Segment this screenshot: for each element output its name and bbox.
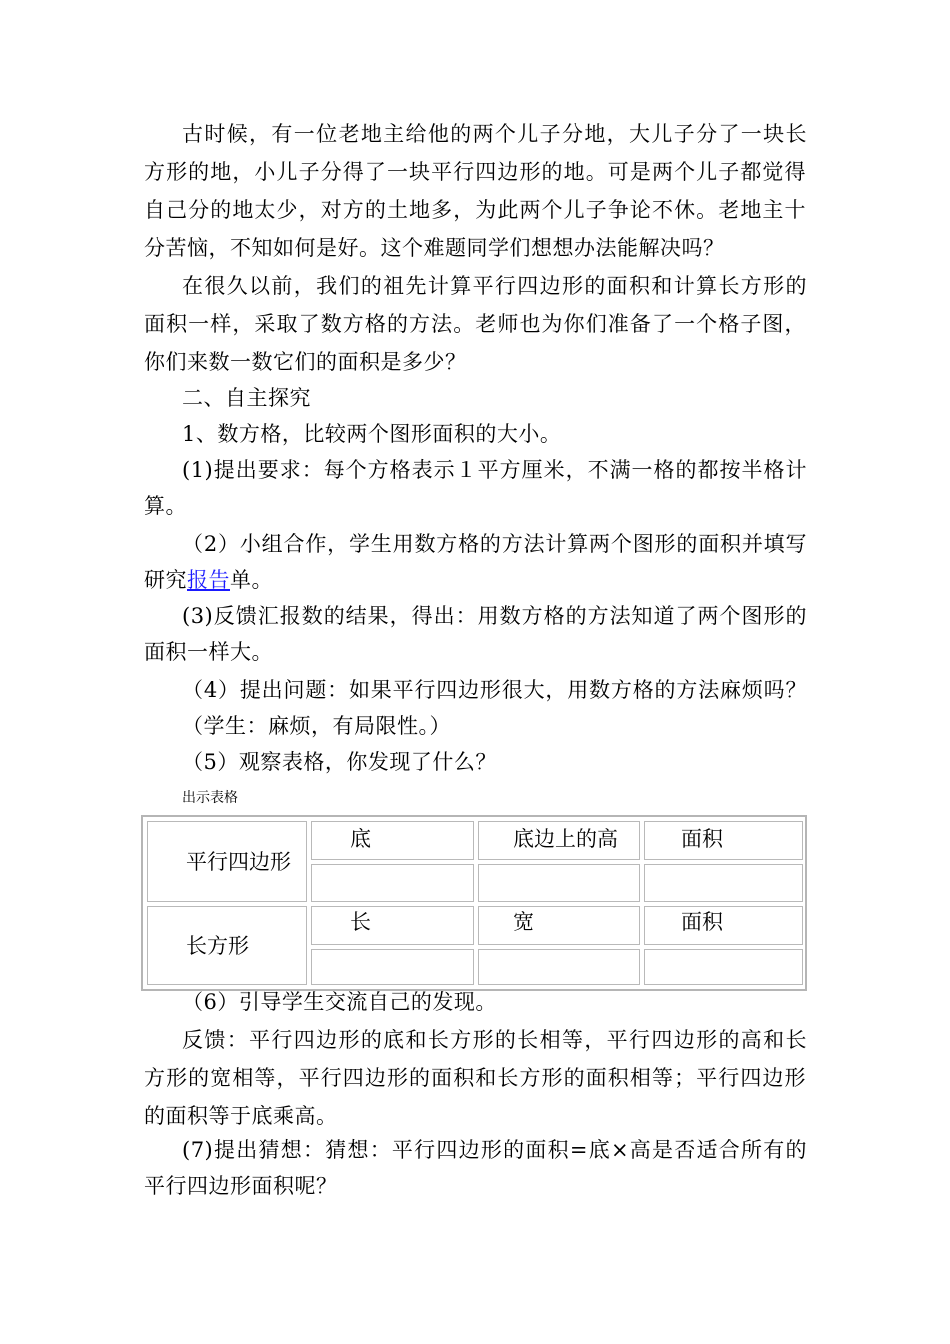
table-header-cell <box>644 906 803 945</box>
row-label-rectangle: 长方形 <box>186 934 249 958</box>
table-value-cell <box>311 864 474 902</box>
row-header-rectangle <box>147 906 307 985</box>
step-7-line-2: 平行四边形面积呢？ <box>144 1174 338 1198</box>
table-value-cell <box>478 864 640 902</box>
header-area: 面积 <box>681 827 723 851</box>
header-height-on-base: 底边上的高 <box>513 827 618 851</box>
step-3-line-1: (3)反馈汇报数的结果，得出：用数方格的方法知道了两个图形的 <box>182 604 807 628</box>
paragraph-1-line-2: 方形的地，小儿子分得了一块平行四边形的地。可是两个儿子都觉得 <box>144 160 806 184</box>
table-caption: 出示表格 <box>182 790 238 806</box>
paragraph-1-line-1: 古时候，有一位老地主给他的两个儿子分地，大儿子分了一块长 <box>182 122 807 146</box>
header-length: 长 <box>350 910 371 934</box>
paragraph-1-line-4: 分苦恼，不知如何是好。这个难题同学们想想办法能解决吗？ <box>144 236 725 260</box>
step-3-line-2: 面积一样大。 <box>144 640 273 664</box>
table-header-cell <box>478 906 640 945</box>
table-header-cell <box>311 906 474 945</box>
step-1-line-2: 算。 <box>144 494 187 518</box>
item-1: 1、数方格，比较两个图形面积的大小。 <box>182 422 562 446</box>
table-value-cell <box>644 949 803 985</box>
step-1-line-1: (1)提出要求：每个方格表示１平方厘米，不满一格的都按半格计 <box>182 458 807 482</box>
paragraph-2-line-1: 在很久以前，我们的祖先计算平行四边形的面积和计算长方形的 <box>182 274 807 298</box>
step-6: （6）引导学生交流自己的发现。 <box>182 990 497 1014</box>
header-width: 宽 <box>513 910 534 934</box>
paragraph-2-line-2: 面积一样，采取了数方格的方法。老师也为你们准备了一个格子图， <box>144 312 806 336</box>
step-2-text-before-link: 研究 <box>144 568 187 592</box>
step-5: （5）观察表格，你发现了什么？ <box>182 750 497 774</box>
comparison-table <box>141 815 807 991</box>
row-label-parallelogram: 平行四边形 <box>186 850 291 874</box>
report-link[interactable]: 报告 <box>187 568 230 592</box>
step-2-line-2 <box>144 565 273 595</box>
step-2-line-1: （2）小组合作，学生用数方格的方法计算两个图形的面积并填写 <box>182 532 807 556</box>
feedback-line-3: 的面积等于底乘高。 <box>144 1104 338 1128</box>
section-heading: 二、自主探究 <box>182 386 311 410</box>
feedback-line-2: 方形的宽相等，平行四边形的面积和长方形的面积相等；平行四边形 <box>144 1066 806 1090</box>
step-2-text-after-link: 单。 <box>230 568 273 592</box>
feedback-line-1: 反馈：平行四边形的底和长方形的长相等，平行四边形的高和长 <box>182 1028 807 1052</box>
table-header-cell <box>478 821 640 860</box>
table-value-cell <box>478 949 640 985</box>
header-base: 底 <box>350 827 371 851</box>
paragraph-1-line-3: 自己分的地太少，对方的土地多，为此两个儿子争论不休。老地主十 <box>144 198 806 222</box>
table-header-cell <box>644 821 803 860</box>
step-7-line-1: (7)提出猜想：猜想：平行四边形的面积=底×高是否适合所有的 <box>182 1138 807 1162</box>
table-value-cell <box>644 864 803 902</box>
table-header-cell <box>311 821 474 860</box>
step-4-line-1: （4）提出问题：如果平行四边形很大，用数方格的方法麻烦吗？ <box>182 678 807 702</box>
header-area-rect: 面积 <box>681 910 723 934</box>
row-header-parallelogram <box>147 821 307 902</box>
step-4-line-2: （学生：麻烦，有局限性。） <box>182 714 451 738</box>
paragraph-2-line-3: 你们来数一数它们的面积是多少？ <box>144 350 467 374</box>
table-value-cell <box>311 949 474 985</box>
